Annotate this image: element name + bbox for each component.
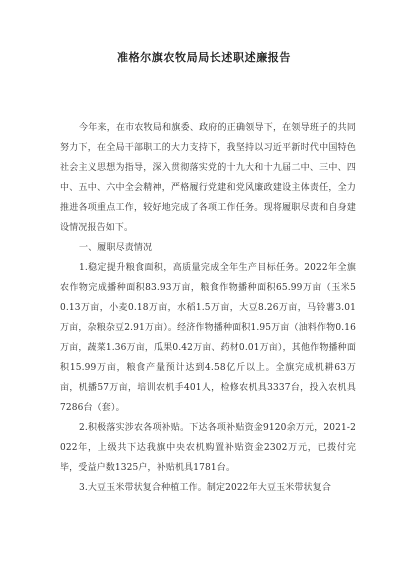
paragraph-strip-planting: 3.大豆玉米带状复合种植工作。制定2022年大豆玉米带状复合 — [79, 483, 331, 493]
paragraph-subsidies: 2.积极落实涉农各项补贴。下达各项补贴资金9120余万元，2021-2022年，上级共下达我旗中央农机购置补贴资金2302万元，已拨付完毕，受益户数1325户，补贴机具1781台。 — [60, 423, 356, 473]
document-title: 准格尔旗农牧局局长述职述廉报告 — [117, 51, 291, 64]
paragraph-intro: 今年来，在市农牧局和旗委、政府的正确领导下，在领导班子的共同努力下，在全局干部职工的大力支持下，我坚持以习近平新时代中国特色社会主义思想为指导，深入贯彻落实党的十九大和十九届二中、三中、四中、五中、六中全会精神，严格履行党建和党风廉政建设主体责任，全力推进各项重点工作，较好地完成了各项工作任务。现将履职尽责和自身建设情况报告如下。 — [60, 123, 356, 233]
paragraph-grain-area: 1.稳定提升粮食面积，高质量完成全年生产目标任务。2022年全旗农作物完成播种面积83.93万亩，粮食作物播种面积65.99万亩（玉米50.13万亩，小麦0.18万亩，水稻1.5万亩，大豆8.26万亩，马铃薯3.01万亩，杂粮杂豆2.91万亩）。经济作物播种面积1.95万亩（油料作物0.16万亩，蔬菜1.36万亩，瓜果0.42万亩、药材0.01万亩），其他作物播种面积15.99万亩，粮食产量预计达到4.58亿斤以上。全旗完成机耕63万亩，机播57万亩，培训农机手401人，检修农机具3337台，投入农机具7286台（套）。 — [60, 263, 356, 413]
section-heading-duty: 一、履职尽责情况 — [79, 243, 153, 253]
document-body — [60, 118, 356, 498]
